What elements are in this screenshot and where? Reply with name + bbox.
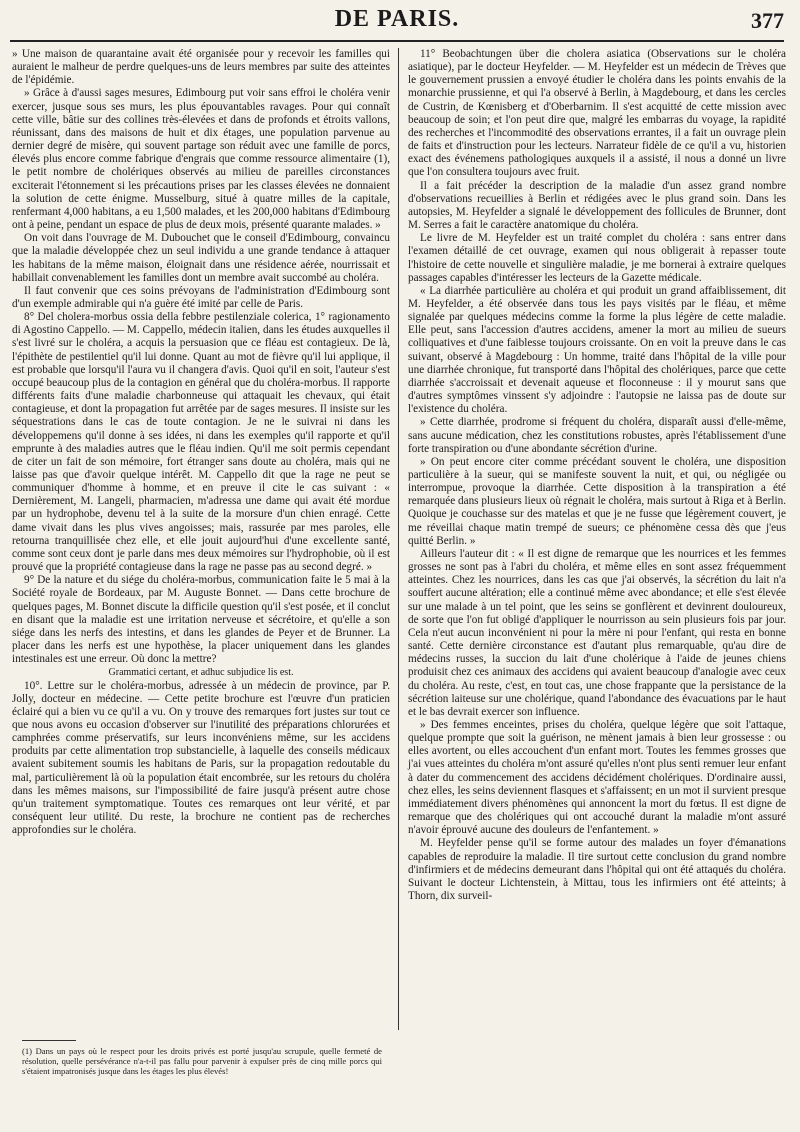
paragraph: » Des femmes enceintes, prises du choléra, quelque légère que soit l'attaque, quelque prompte que soit la guérison, ne mènent jamais à bien leur grossesse : ou elles avortent, ou elles accouchent d'un enfant mort. Toutes les femmes grosses que j'ai vues atteintes du choléra m'ont assuré qu'elles n'ont plus senti remuer leur enfant à dater du commencement des accidens décidément cholériques. D'ordinaire aussi, chez elles, les seins deviennent flasques et s'affaissent; en un mot il survient presque immédiatement divers phénomènes qui annoncent la mort du fœtus. Il est digne de remarque que des cholériques qui ont accouché durant la maladie m'ont assuré n'avoir éprouvé aucune des douleurs de l'enfantement. »	[408, 718, 786, 837]
paragraph: Il a fait précéder la description de la maladie d'un assez grand nombre d'observations recueillies à Berlin et rédigées avec le plus grand soin. Dans les autopsies, M. Heyfelder a signalé le développement des follicules de Brunner, dont M. Serres a fait le caractère anatomique du choléra.	[408, 179, 786, 232]
paragraph: « La diarrhée particulière au choléra et qui produit un grand affaiblissement, dit M. Heyfelder, a été observée dans tous les pays visités par le fléau, et même signalée par quelques médecins comme la forme la plus légère de cette maladie. Elle peut, sans l'accession d'autres accidens, amener la mort au milieu de sueurs colliquatives et d'une faiblesse toujours croissante. On en voit la preuve dans le cas suivant, observé à Magdebourg : Un homme, traité dans l'hôpital de la ville pour une diarrhée chronique, fut transporté dans l'hôpital des cholériques, parce que cette diarrhée s'accroissait et devenait aqueuse et floconneuse : il y mourut sans que d'autres symptômes vinssent s'y adjoindre : l'autopsie ne laissa pas de doute sur l'existence du choléra.	[408, 284, 786, 416]
paragraph: » On peut encore citer comme précédant souvent le choléra, une disposition particulière à la sueur, qui se manifeste souvent la nuit, et qui, ou négligée ou interrompue, provoque la diarrhée. Cette disposition à la transpiration a été remarquée dans plusieurs lieux où régnait le choléra, mais surtout à Riga et à Berlin. Quoique je couchasse sur des matelas et que je ne fusse que légèrement couvert, je me réveillai chaque matin trempé de sueurs; ce phénomène cessa dès que j'eus quitté Berlin. »	[408, 455, 786, 547]
right-column	[399, 48, 786, 1030]
left-column	[12, 48, 399, 1030]
paragraph: Il faut convenir que ces soins prévoyans de l'administration d'Edimbourg sont d'un exemple admirable qui n'a guère été imité par celle de Paris.	[12, 284, 390, 310]
paragraph: On voit dans l'ouvrage de M. Dubouchet que le conseil d'Edimbourg, convaincu que la maladie développée chez un seul individu a une grande tendance à attaquer les habitans de la même maison, éloignait dans une résidence aérée, nourrissait et habillait convenablement les familles dont un membre avait succombé au choléra.	[12, 232, 390, 284]
paragraph: Ailleurs l'auteur dit : « Il est digne de remarque que les nourrices et les femmes grosses ne sont pas à l'abri du choléra, et même elles en sont assez fréquemment atteintes. Chez les nourrices, dans les cas que j'ai observés, la sécrétion du lait n'a souffert aucune altération; elle a continué même avec abondance; et elle s'est élevée sur une malade à un tel point, que les seins se gonflèrent et devinrent douloureux, de sorte que l'on fut obligé d'appliquer le nourrisson au sein plusieurs fois par jour. Cela n'eut aucun inconvénient ni pour la mère ni pour l'enfant, qui resta en bonne santé. Cette dernière circonstance est d'autant plus remarquable, qu'au dire de médecins russes, la succion du lait d'une cholérique à l'aide de jeunes chiens produisit chez ces animaux des accidens qui avaient beaucoup d'analogie avec ceux du choléra. Au reste, c'est, en tout cas, une chose frappante que la persistance de la sécrétion laiteuse sur une cholérique, quand l'abondance des évacuations par le haut et le bas devrait exercer son influence.	[408, 547, 786, 718]
paragraph: » Cette diarrhée, prodrome si fréquent du choléra, disparaît aussi d'elle-même, sans aucune médication, chez les constitutions robustes, après l'établissement d'une forte transpiration ou d'une abondante sécrétion d'urine.	[408, 416, 786, 455]
paragraph: 11° Beobachtungen über die cholera asiatica (Observations sur le choléra asiatique), par le docteur Heyfelder. — M. Heyfelder est un médecin de Trèves que le gouvernement prussien a envoyé étudier le choléra dans les points envahis de la monarchie prussienne, et qui l'a observé à Berlin, à Magdebourg, et dans les cercles de Custrin, de Kœnisberg et d'Oberbarnim. Il s'est acquitté de cette mission avec beaucoup de soin; et l'on peut dire que, malgré les embarras du voyage, la rapidité des recherches et l'incommodité des observations errantes, il a fait un ouvrage plein de faits et d'instruction pour les lecteurs. Narrateur fidèle de ce qu'il a vu, historien exact des événemens pathologiques auxquels il a assisté, il nous a donné un livre que l'on consultera toujours avec fruit.	[408, 48, 786, 179]
latin-quote: Grammatici certant, et adhuc subjudice lis est.	[108, 667, 294, 679]
footnote-rule	[22, 1040, 76, 1041]
paragraph: M. Heyfelder pense qu'il se forme autour des malades un foyer d'émanations capables de reproduire la maladie. Il tire surtout cette conclusion du grand nombre d'infirmiers et de médecins demeurant dans l'hôpital qui ont été attaqués du choléra. Suivant le docteur Lichtenstein, à Mittau, tous les infirmiers ont été atteints; à Thorn, dix surveil-	[408, 837, 786, 902]
footnote-text: (1) Dans un pays où le respect pour les droits privés est porté jusqu'au scrupule, quelle fermeté de résolution, quelle persévérance n'a-t-il pas fallu pour parvenir à expulser près de cinq mille porcs qui s'étaient impatronisés jusque dans les étages les plus élevés!	[22, 1046, 382, 1077]
paragraph: 10°. Lettre sur le choléra-morbus, adressée à un médecin de province, par P. Jolly, docteur en médecine. — Cette petite brochure est l'œuvre d'un praticien éclairé qui a bien vu ce qu'il a vu. On y trouve des remarques fort justes sur tout ce que nous avons eu occasion d'observer sur l'inutilité des préparations chlorurées et camphrées comme préservatifs, sur leurs inconvéniens même, sur les accidens produits par cette alimentation trop substancielle, à laquelle des conseils médicaux avaient subitement soumis les habitans de Paris, sur la propagation redoutable du mal, particulièrement là où la population était encombrée, sur les retours du choléra dans les mêmes maisons, sur l'impossibilité de faire jusqu'à présent autre chose qu'un traitement symptomatique. Toutes ces remarques ont leur vérité, et par conséquent leur utilité. Du reste, la brochure ne contient pas de recherches approfondies sur le choléra.	[12, 679, 390, 837]
paragraph: 8° Del cholera-morbus ossia della febbre pestilenziale colerica, 1° ragionamento di Agostino Cappello. — M. Cappello, médecin italien, dans les études auxquelles il s'est livré sur le choléra, a acquis la persuasion que ce fléau est contagieux. De là, l'épithète de pestilentiel qu'il lui donne. Quant au mot de fièvre qu'il lui applique, il est probable que lorsqu'il l'aura vu il changera d'avis. Quoi qu'il en soit, l'auteur s'est occupé beaucoup plus de la contagion en général que du choléra-morbus. Il rapporte différents faits d'une maladie charbonneuse qui attaquait les chevaux, qui était contagieuse, et dont la propagation fut arrêtée par de sages mesures. Il insiste sur les séquestrations dans le cas de toute contagion. Je ne le suivrai ni dans les développemens qu'il donne à ses idées, ni dans les exemples qu'il rapporte et qu'il emprunte à des maladies autres que le fléau indien. Qu'il me soit permis cependant de citer un fait de son mémoire, fort étranger sans doute au choléra, mais qui ne laisse pas que d'avoir quelque intérêt. M. Cappello dit que la rage ne peut se communiquer d'homme à homme, et en preuve il cite le cas suivant : « Dernièrement, M. Langeli, pharmacien, m'adressa une dame qui avait été mordue par un hydrophobe, devenu tel à la suite de la morsure d'un chien enragé. Cette dame vivait dans les plus vives angoisses; mais, rassurée par mes paroles, elle retourna tranquillisée chez elle, et elle jouit aujourd'hui d'une excellente santé, comme sont ceux dont je parle dans mes deux mémoires sur l'hydrophobie, où il est prouvé que la propriété contagieuse dans la rage ne passe pas au second degré. »	[12, 311, 390, 574]
page-header	[10, 0, 784, 42]
page-number: 377	[751, 8, 784, 33]
running-title: DE PARIS.	[334, 6, 460, 32]
paragraph: 9° De la nature et du siége du choléra-morbus, communication faite le 5 mai à la Société royale de Bordeaux, par M. Auguste Bonnet. — Dans cette brochure de quelques pages, M. Bonnet discute la difficile question qu'il s'est posée, et il conclut en disant que la maladie est une irritation nerveuse et sécrétoire, et qu'elle a son siége dans les nerfs des intestins, et dans les glandes de Peyer et de Brunner. La placer dans les nerfs est une hypothèse, la placer uniquement dans les glandes intestinales est une erreur. Où donc la mettre?	[12, 574, 390, 666]
paragraph: » Une maison de quarantaine avait été organisée pour y recevoir les familles qui auraient le malheur de perdre quelques-uns de leurs membres par suite des atteintes de l'épidémie.	[12, 48, 390, 87]
paragraph: » Grâce à d'aussi sages mesures, Edimbourg put voir sans effroi le choléra venir exercer, jusque sous ses murs, les plus épouvantables ravages. Pour qui connaît cette ville, bâtie sur des collines très-élevées et dans de profonds et étroits vallons, réunissant, dans des maisons de huit et dix étages, une population parvenue au dernier degré de misère, qui souvent partage son réduit avec une famille de porcs, élevés plus encore comme fabrique d'engrais que comme ressource alimentaire (1), le petit nombre de cholériques observés au milieu de pareilles circonstances exciterait l'étonnement si les précautions prises par les classes élevées ne donnaient la solution de cette énigme. Musselburg, situé à quatre milles de la capitale, renfermant 4,000 habitans, a eu 1,500 malades, et les 200,000 habitans d'Edimbourg ont à peine, pendant un espace de plus de deux mois, présenté quarante malades. »	[12, 87, 390, 232]
paragraph: Le livre de M. Heyfelder est un traité complet du choléra : sans entrer dans l'examen détaillé de cet ouvrage, examen qui nous obligerait à repasser toute l'histoire de cette nouvelle et singulière maladie, je me bornerai à extraire quelques passages capables d'intéresser les lecteurs de la Gazette médicale.	[408, 232, 786, 284]
text-columns	[12, 48, 786, 1030]
footnote	[22, 1046, 382, 1077]
